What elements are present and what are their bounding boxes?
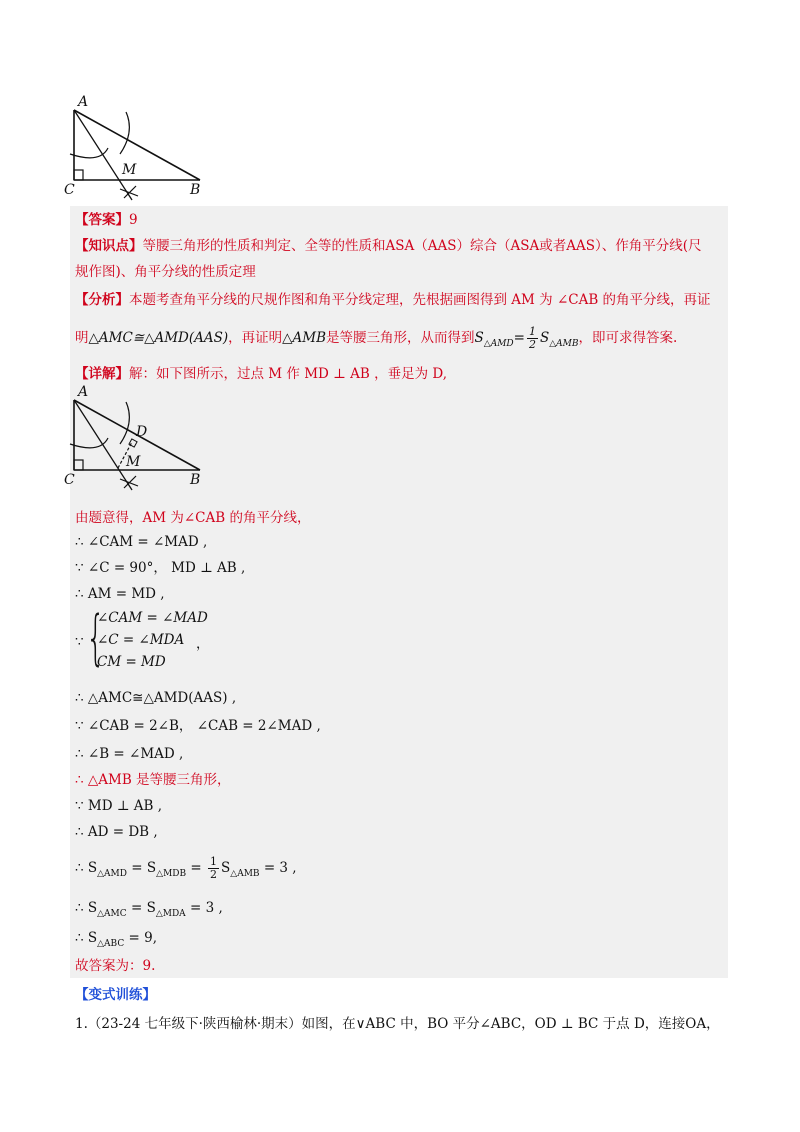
label-a: A — [78, 384, 89, 400]
system-eq-1: ∠CAM = ∠MAD — [97, 610, 208, 626]
question-1: 1.（23-24 七年级下·陕西榆林·期末）如图，在∨ABC 中，BO 平分∠ABC，OD ⊥ BC 于点 D，连接OA， — [75, 1016, 720, 1032]
detail-line: 【详解】解：如下图所示，过点 M 作 MD ⊥ AB ，垂足为 D, — [75, 366, 448, 382]
step-7: ∴ ∠B = ∠MAD , — [75, 746, 184, 762]
system-comma: ， — [196, 636, 210, 652]
step-12: ∴ $S_{\triangle AMC} = S_{\triangle MDA} = 3$ , — [75, 900, 223, 919]
variant-title: 【变式训练】 — [75, 987, 156, 1003]
final-answer: 故答案为：9. — [75, 958, 156, 974]
knowledge-line: 【知识点】等腰三角形的性质和判定、全等的性质和ASA（AAS）综合（ASA或者AAS）、作角平分线(尺 — [75, 238, 702, 254]
construction-figure — [60, 92, 220, 202]
step-6: ∵ ∠CAB = 2∠B， ∠CAB = 2∠MAD , — [75, 718, 321, 734]
step-4: ∴ AM = MD , — [75, 586, 165, 602]
system-eq-3: CM = MD — [97, 654, 166, 670]
system-brace: { — [86, 603, 106, 673]
step-3: ∵ ∠C = 90°， MD ⊥ AB , — [75, 560, 246, 576]
step-5: ∴ △AMC≅△AMD(AAS) , — [75, 690, 237, 706]
label-b: B — [190, 472, 201, 488]
label-d: D — [136, 424, 148, 440]
step-13: ∴ $S_{\triangle ABC} = 9$, — [75, 930, 158, 949]
step-1: 由题意得，AM 为∠CAB 的角平分线， — [75, 510, 311, 526]
label-m: M — [126, 454, 141, 470]
system-mark: ∵ — [75, 634, 84, 650]
knowledge-line-2: 规作图)、角平分线的性质定理 — [75, 264, 256, 280]
step-10: ∴ AD = DB , — [75, 824, 158, 840]
label-c: C — [64, 182, 75, 198]
system-eq-2: ∠C = ∠MDA — [97, 632, 185, 648]
step-9: ∵ MD ⊥ AB , — [75, 798, 163, 814]
step-11: ∴ $S_{\triangle AMD} = S_{\triangle MDB}$ = $\frac{1}{2}$ $S_{\triangle AMB} = 3$ , — [75, 855, 297, 881]
answer-line: 【答案】9 — [75, 212, 138, 228]
label-a: A — [78, 94, 89, 110]
solution-figure — [60, 384, 220, 498]
label-c: C — [64, 472, 75, 488]
step-8: ∴ △AMB 是等腰三角形， — [75, 772, 231, 788]
analysis-line-2: 明△AMC≅△AMD(AAS)，再证明△AMB是等腰三角形，从而得到$S_{\triangle AMD}=$ $\frac{1}{2}$ $S_{\triangle AMB}$，即可求得答案. — [75, 325, 678, 351]
step-2: ∴ ∠CAM = ∠MAD , — [75, 534, 208, 550]
analysis-line: 【分析】本题考查角平分线的尺规作图和角平分线定理，先根据画图得到 AM 为 ∠CAB 的角平分线，再证 — [75, 292, 711, 308]
label-b: B — [190, 182, 201, 198]
label-m: M — [122, 162, 137, 178]
